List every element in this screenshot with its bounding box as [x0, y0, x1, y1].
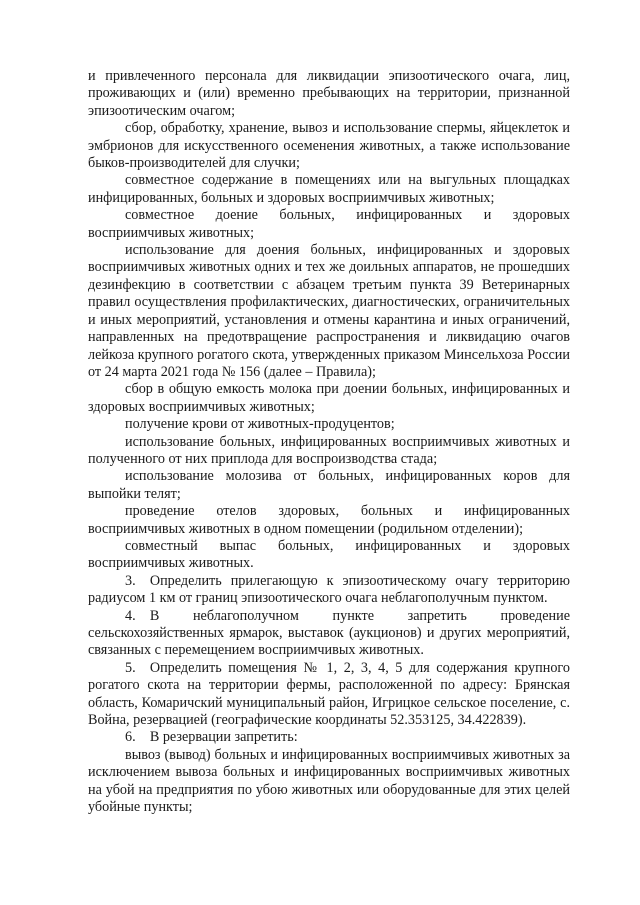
paragraph-export-ban: вывоз (вывод) больных и инфицированных восприимчивых животных за исключением вывоза больных и инфицированных восприимчивых животных на убой на предприятия по убою животных или оборудованные для этих целей убойные пункты;: [88, 746, 570, 816]
paragraph-colostrum: использование молозива от больных, инфицированных коров для выпойки телят;: [88, 468, 570, 502]
paragraph-calving: проведение отелов здоровых, больных и инфицированных восприимчивых животных в одном помещении (родильном отделении);: [88, 503, 570, 537]
paragraph-grazing: совместный выпас больных, инфицированных и здоровых восприимчивых животных.: [88, 537, 570, 572]
paragraph-reproduction: использование больных, инфицированных восприимчивых животных и полученного от них приплода для воспроизводства стада;: [88, 433, 570, 467]
paragraph-item-4: 4. В неблагополучном пункте запретить проведение сельскохозяйственных ярмарок, выставок (аукционов) и других мероприятий, связанных с перемещением восприимчивых животных.: [88, 607, 570, 659]
paragraph-joint-keeping: совместное содержание в помещениях или на выгульных площадках инфицированных, больных и здоровых восприимчивых животных;: [88, 172, 570, 206]
paragraph-item-5: 5. Определить помещения № 1, 2, 3, 4, 5 для содержания крупного рогатого скота на территории фермы, расположенной по адресу: Брянская область, Комаричский муниципальный район, Игрицкое сельское поселение, с. Война, резервацией (географические координаты 52.353125, 34.422839).: [88, 659, 570, 729]
document-page: [88, 68, 570, 816]
paragraph-item-6: 6. В резервации запретить:: [125, 729, 298, 746]
paragraph-milking-equipment: использование для доения больных, инфицированных и здоровых восприимчивых животных одних и тех же доильных аппаратов, не прошедших дезинфекцию в соответствии с абзацем третьим пункта 39 Ветеринарных правил осуществления профилактических, диагностических, ограничительных и иных мероприятий, установления и отмены карантина и иных ограничений, направленных на предотвращение распространения и ликвидацию очагов лейкоза крупного рогатого скота, утвержденных приказом Минсельхоза России от 24 марта 2021 года № 156 (далее – Правила);: [88, 242, 570, 380]
paragraph-joint-milking: совместное доение больных, инфицированных и здоровых восприимчивых животных;: [88, 207, 570, 241]
paragraph-item-3: 3. Определить прилегающую к эпизоотическому очагу территорию радиусом 1 км от границ эпизоотического очага неблагополучным пунктом.: [88, 572, 570, 607]
paragraph-milk-collection: сбор в общую емкость молока при доении больных, инфицированных и здоровых восприимчивых животных;: [88, 381, 570, 415]
paragraph-semen-collection: сбор, обработку, хранение, вывоз и использование спермы, яйцеклеток и эмбрионов для искусственного осеменения животных, а также использование быков-производителей для случки;: [88, 120, 570, 172]
paragraph-blood-collection: получение крови от животных-продуцентов;: [125, 416, 395, 433]
paragraph-continuation: и привлеченного персонала для ликвидации эпизоотического очага, лиц, проживающих и (или) временно пребывающих на территории, признанной эпизоотическим очагом;: [88, 68, 570, 119]
